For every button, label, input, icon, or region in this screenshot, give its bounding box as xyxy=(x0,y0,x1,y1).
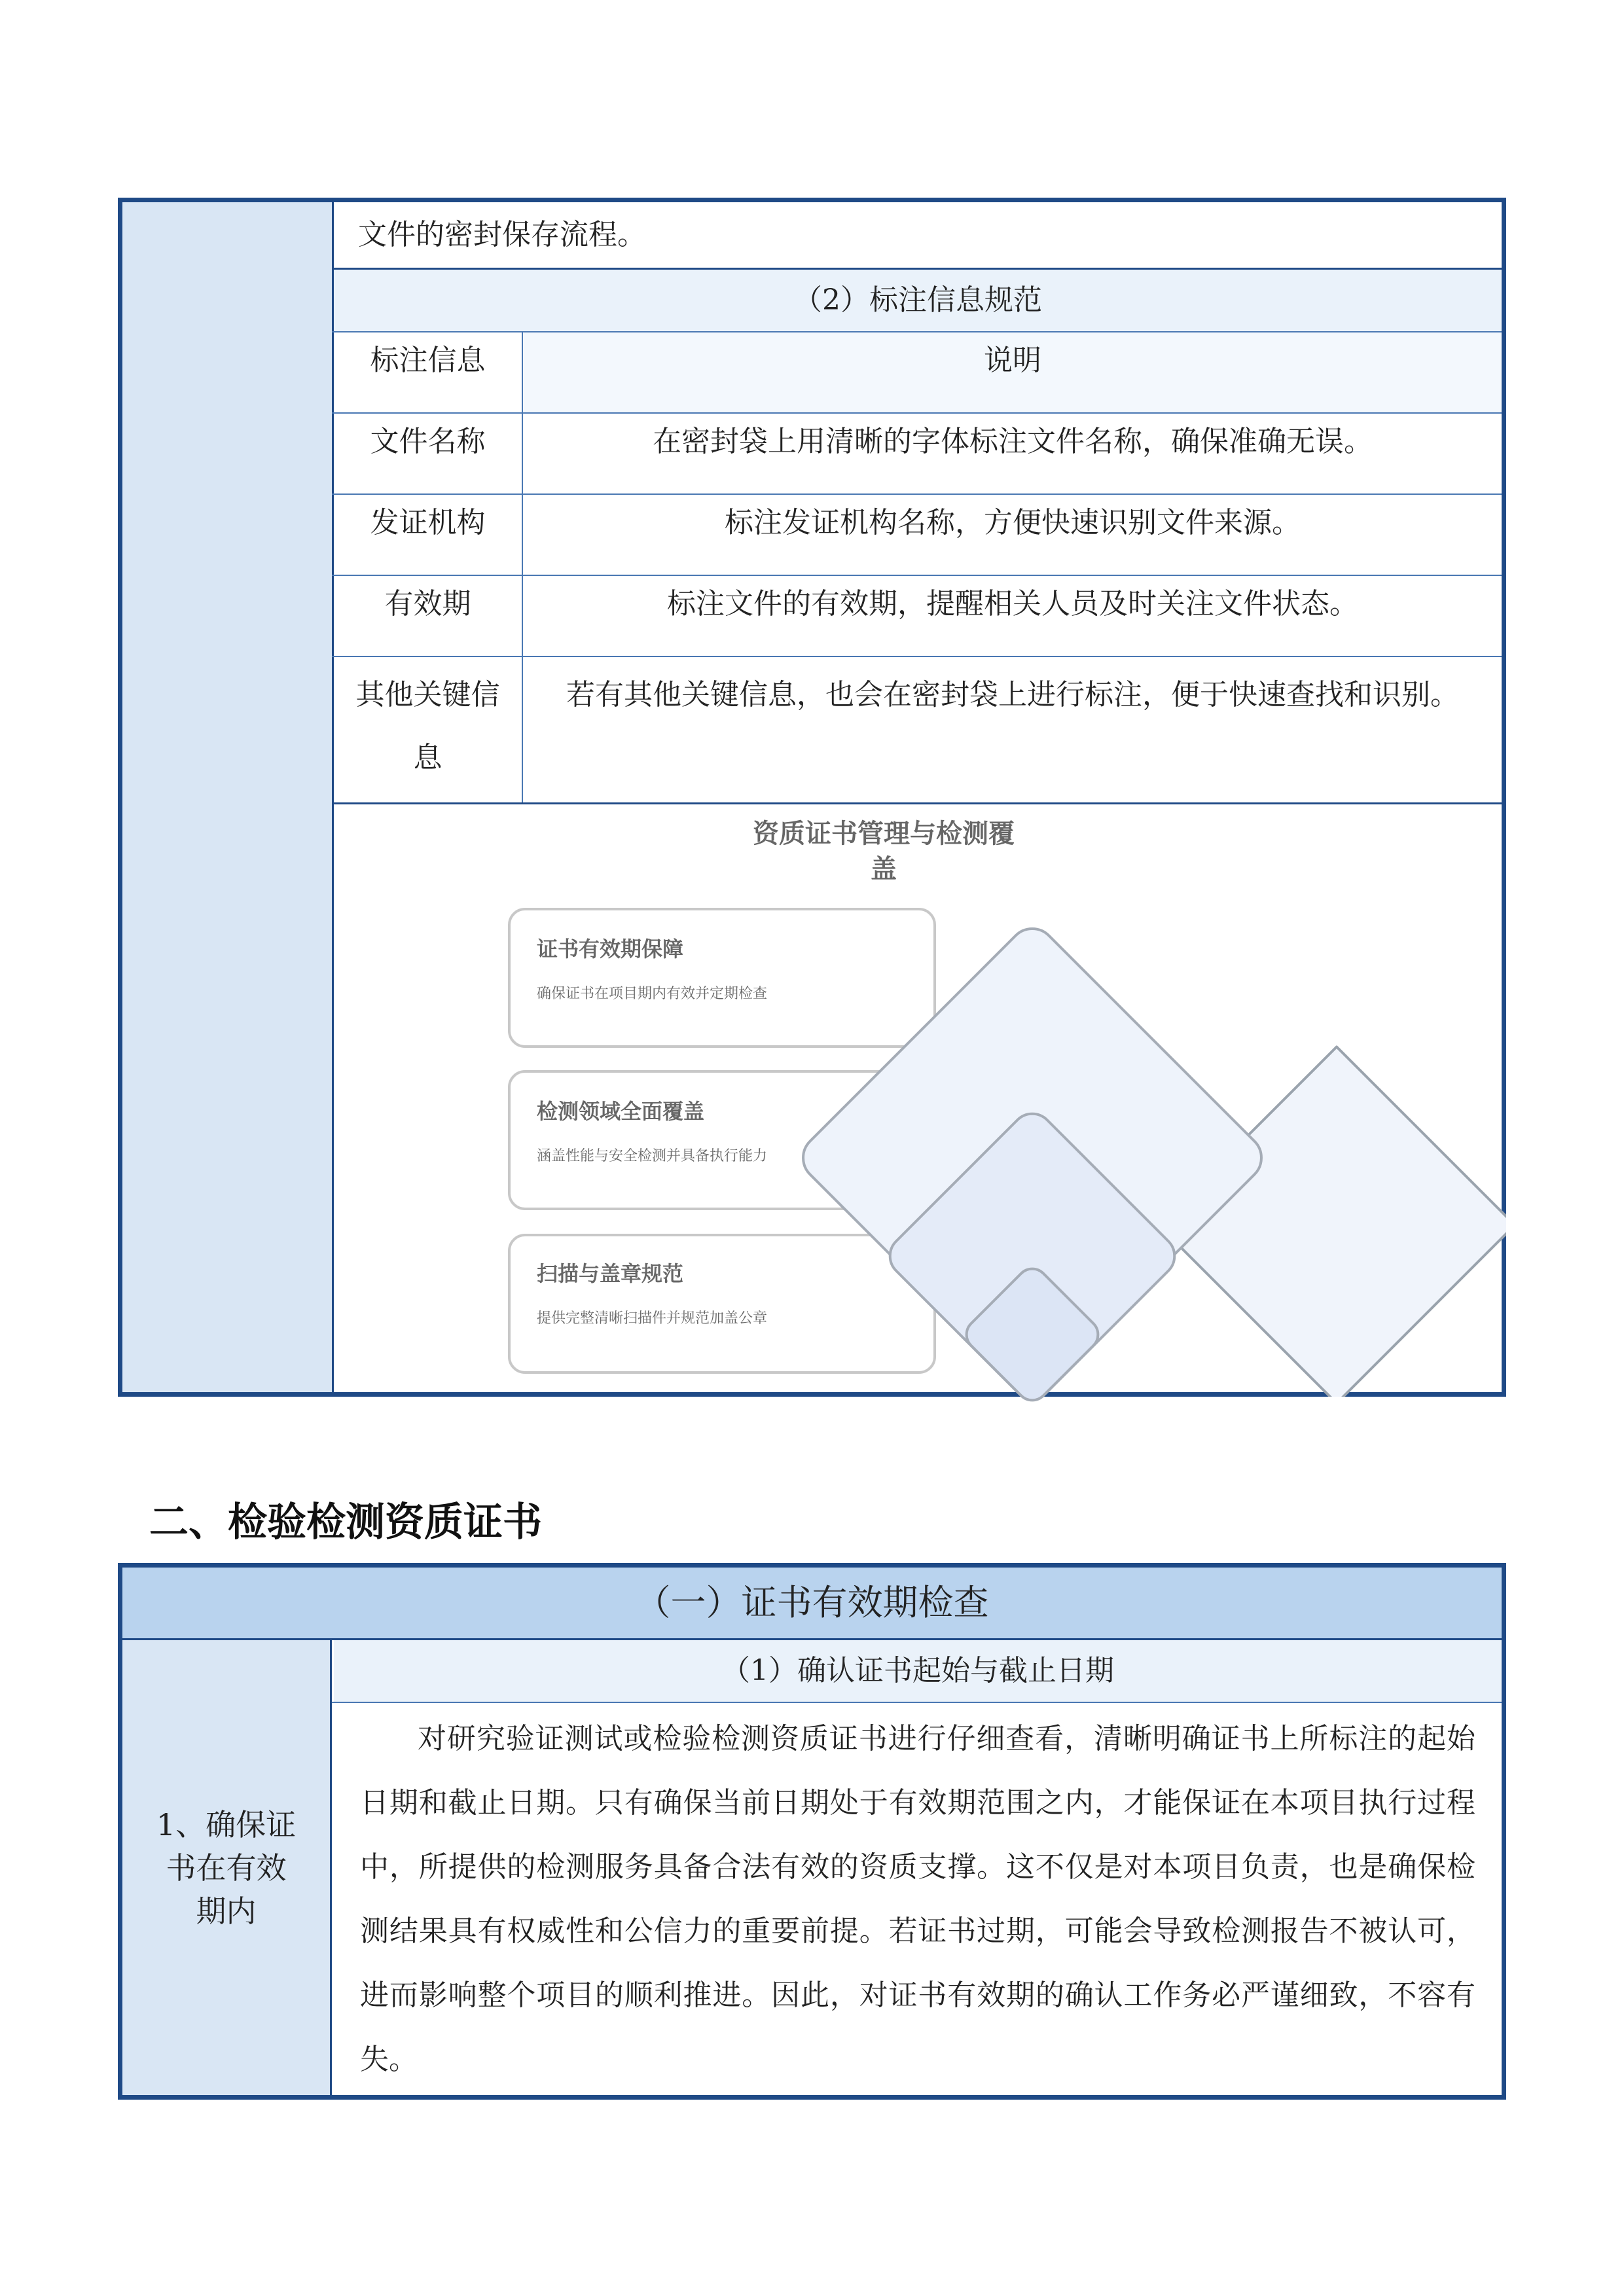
column-header-description: 说明 xyxy=(524,332,1502,412)
diagram-card xyxy=(509,909,935,1047)
subsection-title: （2）标注信息规范 xyxy=(334,270,1502,331)
validity-paragraph: 对研究验证测试或检验检测资质证书进行仔细查看，清晰明确证书上所标注的起始日期和截止日期。只有确保当前日期处于有效期范围之内，才能保证在本项目执行过程中，所提供的检测服务具备合法有效的资质支撑。这不仅是对本项目负责，也是确保检测结果具有权威性和公信力的重要前提。若证书过期，可能会导致检测报告不被认可，进而影响整个项目的顺利推进。因此，对证书有效期的确认工作务必严谨细致，不容有失。 xyxy=(360,1722,1475,2076)
table-row-description: 在密封袋上用清晰的字体标注文件名称，确保准确无误。 xyxy=(653,425,1373,458)
row-label-line: 1、确保证 xyxy=(156,1806,297,1842)
diagram-title-line1: 资质证书管理与检测覆 xyxy=(753,819,1015,849)
table-header: （一）证书有效期检查 xyxy=(122,1568,1502,1638)
table-row-description: 标注文件的有效期，提醒相关人员及时关注文件状态。 xyxy=(667,587,1358,620)
certificate-validity-table xyxy=(118,1563,1506,2100)
table-row-description: 标注发证机构名称，方便快速识别文件来源。 xyxy=(725,506,1301,539)
diagram-card xyxy=(509,1235,935,1372)
left-category-cell xyxy=(122,202,334,1392)
section-title: 二、检验检测资质证书 xyxy=(149,1499,542,1545)
diagram-card-title: 证书有效期保障 xyxy=(537,937,684,961)
row-label xyxy=(122,1640,332,2095)
carry-over-text: 文件的密封保存流程。 xyxy=(358,217,646,251)
row-label-line: 期内 xyxy=(196,1893,257,1929)
continuation-table xyxy=(118,198,1506,1397)
table-row-label: 其他关键信息 xyxy=(355,678,500,774)
column-header-label: 标注信息 xyxy=(370,344,486,377)
table-row-description: 若有其他关键信息，也会在密封袋上进行标注，便于快速查找和识别。 xyxy=(566,678,1459,711)
subsection-title: （1）确认证书起始与截止日期 xyxy=(334,1640,1502,1702)
table-row-label: 有效期 xyxy=(384,587,471,620)
diagram-card-subtitle: 涵盖性能与安全检测并具备执行能力 xyxy=(537,1148,768,1164)
diagram-title-line2: 盖 xyxy=(871,854,897,884)
table-row-label: 发证机构 xyxy=(370,506,486,539)
diagram-card-subtitle: 确保证书在项目期内有效并定期检查 xyxy=(537,986,768,1002)
diagram-card-title: 检测领域全面覆盖 xyxy=(537,1099,705,1124)
row-label-line: 书在有效 xyxy=(166,1850,287,1886)
table-row-label: 文件名称 xyxy=(370,425,486,458)
diagram-card-title: 扫描与盖章规范 xyxy=(537,1261,684,1286)
diagram-card-subtitle: 提供完整清晰扫描件并规范加盖公章 xyxy=(537,1310,768,1327)
